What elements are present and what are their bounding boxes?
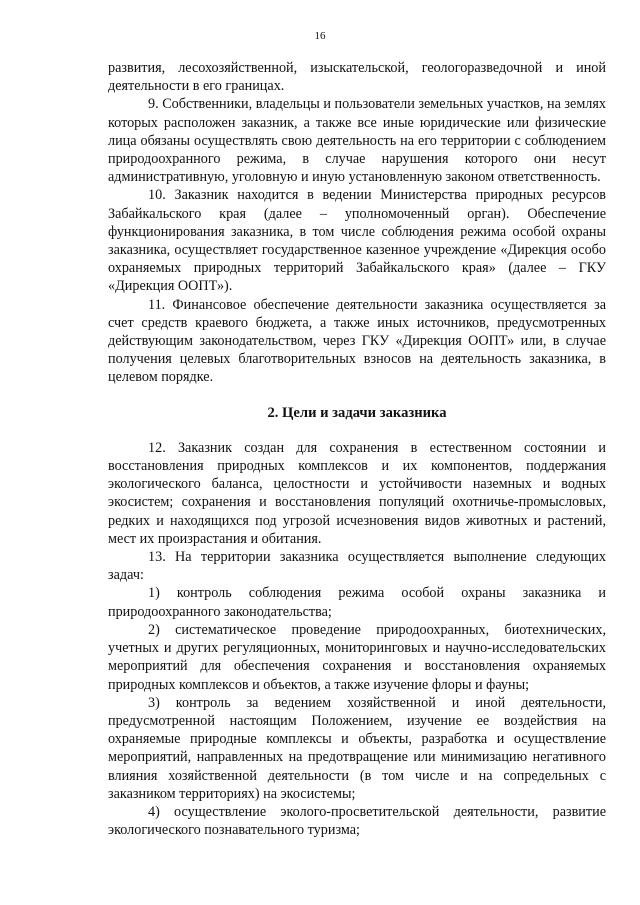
paragraph-continuation: развития, лесохозяйственной, изыскательской, геологоразведочной и иной деятельности в его границах. [108,60,606,95]
document-body [108,59,606,839]
list-item-4: 4) осуществление эколого-просветительской деятельности, развитие экологического познавательного туризма; [108,803,606,839]
section-heading: 2. Цели и задачи заказника [267,404,447,421]
page-number: 16 [314,30,326,42]
list-item-2: 2) систематическое проведение природоохранных, биотехнических, учетных и других регуляционных, мониторинговых и научно-исследовательских мероприятий для обеспечения сохранения и восстановления охраняемых природных комплексов и объектов, а также изучение флоры и фауны; [108,621,606,693]
list-item-1: 1) контроль соблюдения режима особой охраны заказника и природоохранного законодательства; [108,585,606,620]
paragraph-item-10: 10. Заказник находится в ведении Министерства природных ресурсов Забайкальского края (далее – уполномоченный орган). Обеспечение функционирования заказника, в том числе соблюдения режима особой охраны заказника, осуществляет государственное казенное учреждение «Дирекция особо охраняемых природных территорий Забайкальского края» (далее – ГКУ «Дирекция ООПТ»). [108,187,606,295]
paragraph-item-12: 12. Заказник создан для сохранения в естественном состоянии и восстановления природных комплексов и их компонентов, поддержания экологического баланса, целостности и устойчивости наземных и водных экосистем; сохранения и восстановления популяций охотничье-промысловых, редких и находящихся под угрозой исчезновения видов животных и растений, мест их произрастания и обитания. [108,439,606,547]
paragraph-item-13: 13. На территории заказника осуществляется выполнение следующих задач: [108,549,606,584]
list-item-3: 3) контроль за ведением хозяйственной и иной деятельности, предусмотренной настоящим Положением, изучение ее воздействия на охраняемые природные комплексы и объекты, разработка и осуществление мероприятий, направленных на предотвращение или минимизацию негативного влияния хозяйственной деятельности (в том числе и на сопредельных с заказником территориях) на экосистемы; [108,694,606,802]
paragraph-item-9: 9. Собственники, владельцы и пользователи земельных участков, на землях которых расположен заказник, а также все иные юридические или физические лица обязаны осуществлять свою деятельность на его территории с соблюдением природоохранного режима, в случае нарушения которого они несут административную, уголовную и иную установленную законом ответственность. [108,96,606,186]
paragraph-item-11: 11. Финансовое обеспечение деятельности заказника осуществляется за счет средств краевого бюджета, а также иных источников, предусмотренных действующим законодательством, через ГКУ «Дирекция ООПТ» или, в случае получения целевых благотворительных взносов на деятельность заказника, в целевом порядке. [108,296,606,386]
